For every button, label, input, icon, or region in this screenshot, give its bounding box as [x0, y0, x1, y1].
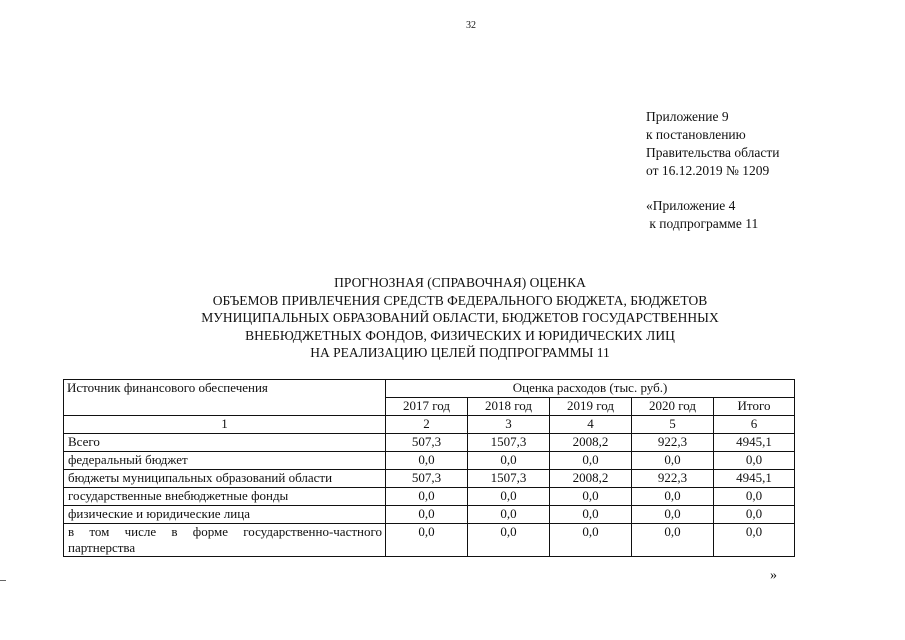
row-total: 0,0 — [714, 452, 795, 470]
row-value: 0,0 — [550, 506, 632, 524]
row-value: 0,0 — [386, 524, 468, 557]
column-number: 3 — [468, 416, 550, 434]
page-number: 32 — [466, 20, 476, 31]
row-total: 0,0 — [714, 506, 795, 524]
title-line: ОБЪЕМОВ ПРИВЛЕЧЕНИЯ СРЕДСТВ ФЕДЕРАЛЬНОГО БЮДЖЕТА, БЮДЖЕТОВ — [212, 292, 708, 308]
row-value: 922,3 — [632, 470, 714, 488]
appendix-line: от 16.12.2019 № 1209 — [646, 163, 770, 178]
row-value: 2008,2 — [550, 470, 632, 488]
column-number: 5 — [632, 416, 714, 434]
row-value: 0,0 — [468, 488, 550, 506]
spacer — [646, 180, 779, 197]
year-header: 2019 год — [550, 398, 632, 416]
title-line: НА РЕАЛИЗАЦИЮ ЦЕЛЕЙ ПОДПРОГРАММЫ 11 — [310, 345, 610, 360]
row-value: 0,0 — [632, 452, 714, 470]
scan-edge-mark — [0, 580, 6, 581]
title-line: ВНЕБЮДЖЕТНЫХ ФОНДОВ, ФИЗИЧЕСКИХ И ЮРИДИЧЕСКИХ ЛИЦ — [245, 327, 675, 343]
table-row — [64, 434, 795, 452]
year-header: 2020 год — [632, 398, 714, 416]
row-value: 0,0 — [632, 506, 714, 524]
row-value: 507,3 — [386, 470, 468, 488]
row-value: 1507,3 — [468, 434, 550, 452]
row-value: 0,0 — [468, 506, 550, 524]
column-number: 1 — [64, 416, 386, 434]
row-total: 4945,1 — [714, 434, 795, 452]
table-row — [64, 506, 795, 524]
column-number: 4 — [550, 416, 632, 434]
table-row — [64, 488, 795, 506]
row-value: 0,0 — [632, 524, 714, 557]
budget-table — [63, 379, 795, 557]
row-source: государственные внебюджетные фонды — [64, 488, 386, 506]
document-title — [130, 274, 790, 362]
table-header-row — [64, 380, 795, 398]
closing-quote: » — [770, 568, 777, 583]
row-source: федеральный бюджет — [64, 452, 386, 470]
row-value: 0,0 — [632, 488, 714, 506]
source-column-header: Источник финансового обеспечения — [64, 380, 386, 416]
row-value: 507,3 — [386, 434, 468, 452]
row-source: Всего — [64, 434, 386, 452]
row-value: 2008,2 — [550, 434, 632, 452]
row-value: 0,0 — [550, 524, 632, 557]
row-source: бюджеты муниципальных образований области — [64, 470, 386, 488]
appendix-line: к постановлению — [646, 127, 746, 142]
column-number: 6 — [714, 416, 795, 434]
row-value: 0,0 — [468, 524, 550, 557]
row-value: 1507,3 — [468, 470, 550, 488]
total-header: Итого — [714, 398, 795, 416]
row-value: 0,0 — [386, 452, 468, 470]
row-source: физические и юридические лица — [64, 506, 386, 524]
column-number-row — [64, 416, 795, 434]
row-source: в том числе в форме государственно-частного партнерства — [64, 524, 386, 557]
table-row — [64, 470, 795, 488]
title-line: МУНИЦИПАЛЬНЫХ ОБРАЗОВАНИЙ ОБЛАСТИ, БЮДЖЕТОВ ГОСУДАРСТВЕННЫХ — [201, 310, 719, 325]
row-total: 0,0 — [714, 488, 795, 506]
row-total: 0,0 — [714, 524, 795, 557]
title-line: ПРОГНОЗНАЯ (СПРАВОЧНАЯ) ОЦЕНКА — [334, 275, 586, 290]
row-value: 0,0 — [550, 488, 632, 506]
row-value: 0,0 — [550, 452, 632, 470]
year-header: 2017 год — [386, 398, 468, 416]
column-number: 2 — [386, 416, 468, 434]
appendix-line: Приложение 9 — [646, 109, 729, 124]
table-row — [64, 452, 795, 470]
row-value: 0,0 — [386, 488, 468, 506]
estimate-column-header: Оценка расходов (тыс. руб.) — [386, 380, 795, 398]
row-value: 0,0 — [468, 452, 550, 470]
appendix-sub-line: к подпрограмме 11 — [646, 216, 759, 231]
row-total: 4945,1 — [714, 470, 795, 488]
appendix-line: Правительства области — [646, 145, 780, 160]
row-value: 922,3 — [632, 434, 714, 452]
appendix-sub-line: «Приложение 4 — [646, 198, 736, 213]
table-row — [64, 524, 795, 557]
year-header: 2018 год — [468, 398, 550, 416]
row-value: 0,0 — [386, 506, 468, 524]
appendix-block — [646, 108, 779, 233]
